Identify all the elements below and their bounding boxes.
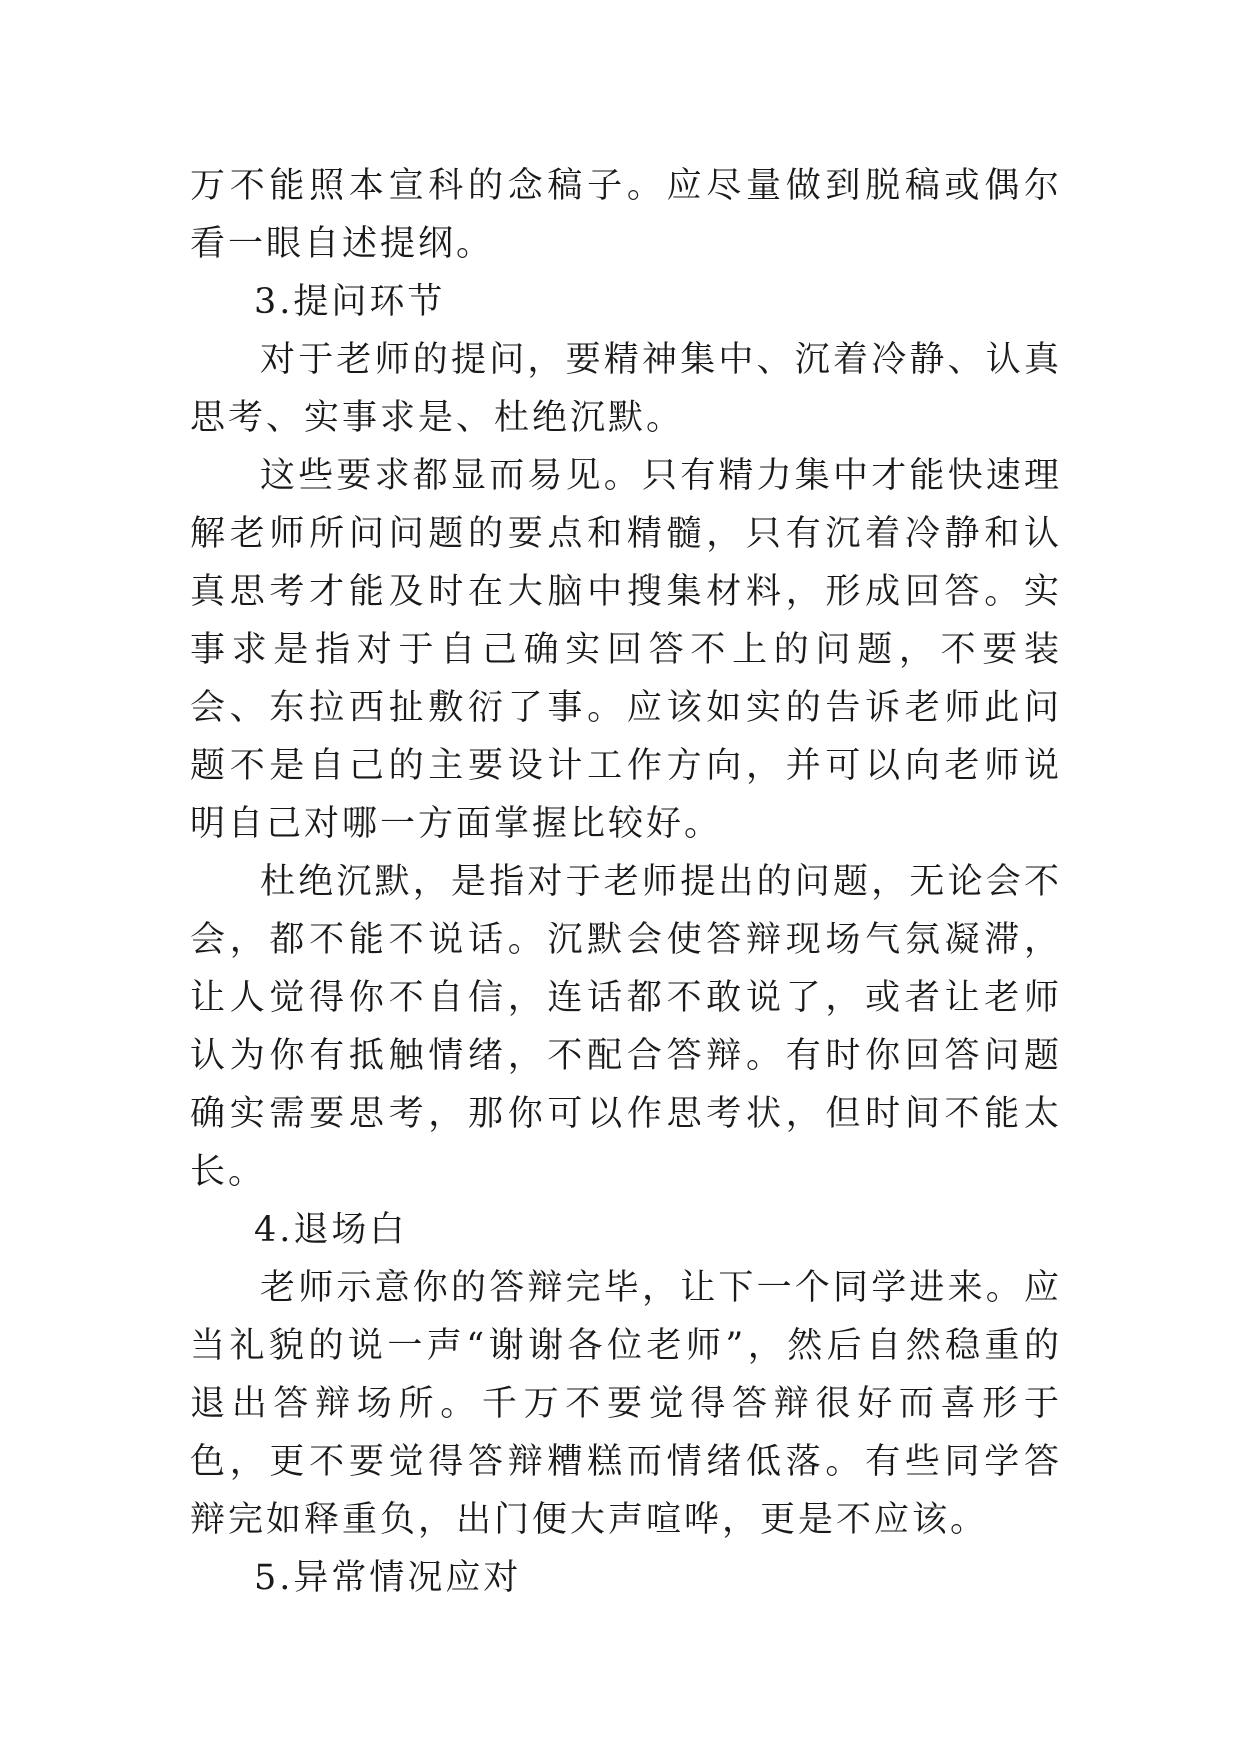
section-heading-exit: 4.退场白 — [254, 1210, 408, 1250]
paragraph-requirements-explained: 这些要求都显而易见。只有精力集中才能快速理解老师所问问题的要点和精髓，只有沉着冷静和认真思考才能及时在大脑中搜集材料，形成回答。实事求是指对于自己确实回答不上的问题，不要装会、东拉西扯敷衍了事。应该如实的告诉老师此问题不是自己的主要设计工作方向，并可以向老师说明自己对哪一方面掌握比较好。 — [190, 456, 1062, 844]
section-heading-questioning: 3.提问环节 — [254, 282, 446, 322]
paragraph-avoid-silence: 杜绝沉默，是指对于老师提出的问题，无论会不会，都不能不说话。沉默会使答辩现场气氛凝滞，让人觉得你不自信，连话都不敢说了，或者让老师认为你有抵触情绪，不配合答辩。有时你回答问题确实需要思考，那你可以作思考状，但时间不能太长。 — [190, 862, 1062, 1192]
paragraph-answer-attitude: 对于老师的提问，要精神集中、沉着冷静、认真思考、实事求是、杜绝沉默。 — [190, 340, 1062, 438]
document-body — [190, 157, 1062, 1607]
section-heading-exceptions: 5.异常情况应对 — [254, 1558, 522, 1598]
paragraph-exit-etiquette: 老师示意你的答辩完毕，让下一个同学进来。应当礼貌的说一声“谢谢各位老师”，然后自然稳重的退出答辩场所。千万不要觉得答辩很好而喜形于色，更不要觉得答辩糟糕而情绪低落。有些同学答辩完如释重负，出门便大声喧哗，更是不应该。 — [190, 1268, 1062, 1540]
paragraph-continuation: 万不能照本宣科的念稿子。应尽量做到脱稿或偶尔看一眼自述提纲。 — [190, 166, 1062, 264]
